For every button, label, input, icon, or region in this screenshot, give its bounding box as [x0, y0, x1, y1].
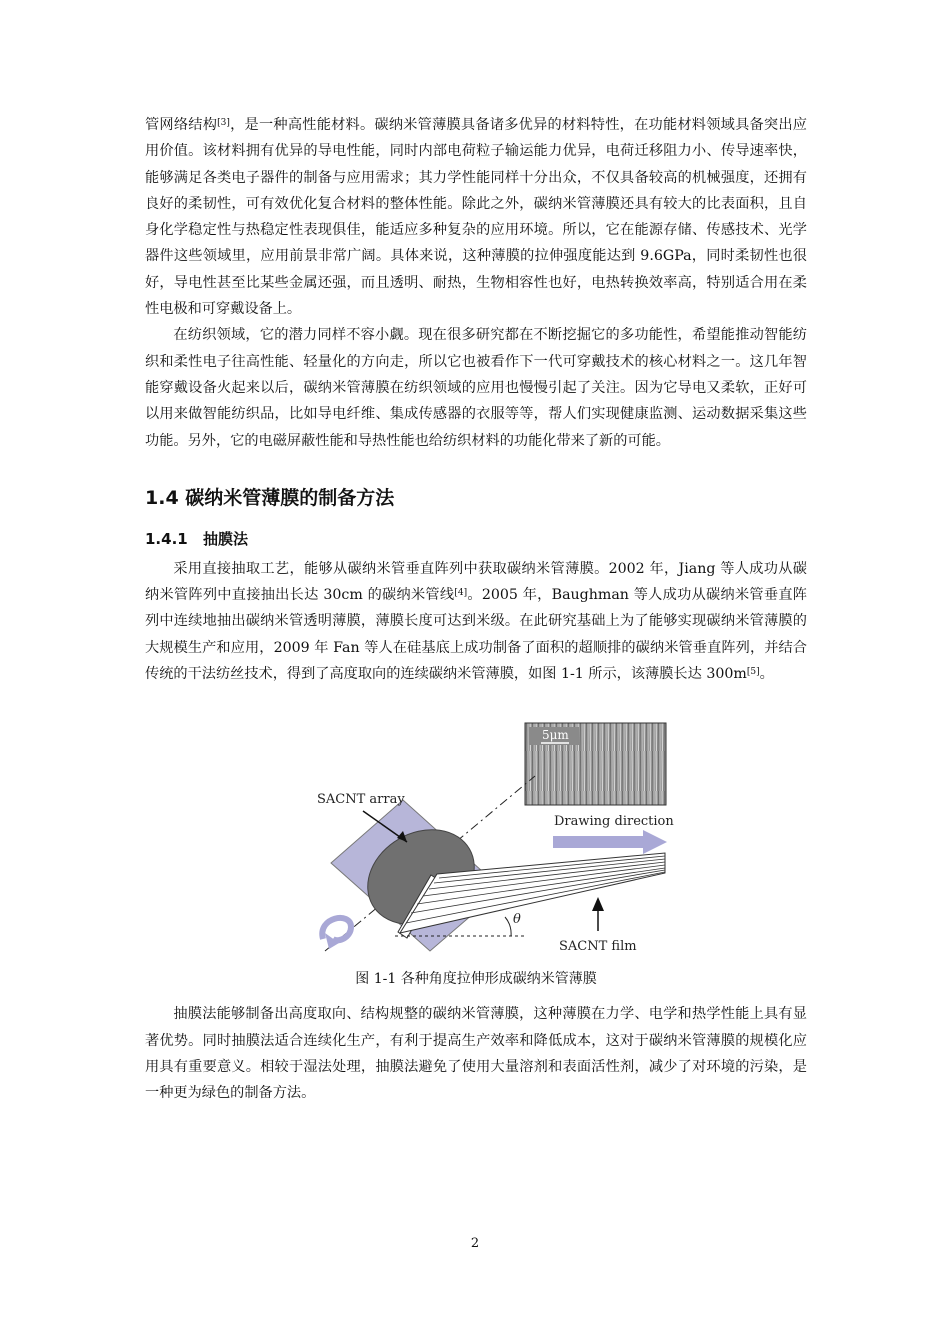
figure-caption: 图 1-1 各种角度拉伸形成碳纳米管薄膜 — [355, 971, 597, 988]
subsection-heading — [145, 522, 807, 556]
scale-bar-label: 5μm — [542, 728, 569, 743]
paragraph-after-figure: 抽膜法能够制备出高度取向、结构规整的碳纳米管薄膜，这种薄膜在力学、电学和热学性能上具有显著优势。同时抽膜法适合连续化生产，有利于提高生产效率和降低成本，这对于碳纳米管薄膜的规模化应用具有重要意义。相较于湿法处理，抽膜法避免了使用大量溶剂和表面活性剂，减少了对环境的污染，是一种更为绿色的制备方法。 — [145, 1006, 807, 1102]
drawing-direction-label: Drawing direction — [554, 814, 674, 830]
paragraph-intro-2: 在纺织领域，它的潜力同样不容小觑。现在很多研究都在不断挖掘它的多功能性，希望能推动智能纺织和柔性电子往高性能、轻量化的方向走，所以它也被看作下一代可穿戴技术的核心材料之一。这几年智能穿戴设备火起来以后，碳纳米管薄膜在纺织领域的应用也慢慢引起了关注。因为它导电又柔软，正好可以用来做智能纺织品，比如导电纤维、集成传感器的衣服等等，帮人们实现健康监测、运动数据采集这些功能。另外，它的电磁屏蔽性能和导热性能也给纺织材料的功能化带来了新的可能。 — [145, 327, 807, 449]
citation-ref: [5] — [746, 667, 760, 678]
figure-1-1 — [145, 711, 807, 957]
page-number: 2 — [470, 1236, 480, 1251]
film-label: SACNT film — [559, 939, 637, 955]
citation-ref: [3] — [217, 118, 230, 128]
citation-ref: [4] — [454, 588, 468, 599]
film-pointer-head — [592, 897, 604, 911]
section-heading: 1.4 碳纳米管薄膜的制备方法 — [145, 486, 395, 509]
figure-diagram — [145, 711, 807, 957]
subsection-title: 抽膜法 — [202, 529, 248, 548]
paragraph-intro-1: 管网络结构[3]，是一种高性能材料。碳纳米管薄膜具备诸多优异的材料特性，在功能材料领域具备突出应用价值。该材料拥有优异的导电性能，同时内部电荷粒子输运能力优异，电荷迁移阻力小、传导速率快，能够满足各类电子器件的制备与应用需求；其力学性能同样十分出众，不仅具备较高的机械强度，还拥有良好的柔韧性，可有效优化复合材料的整体性能。除此之外，碳纳米管薄膜还具有较大的比表面积，且自身化学稳定性与热稳定性表现俱佳，能适应多种复杂的应用环境。所以，它在能源存储、传感技术、光学器件这些领域里，应用前景非常广阔。具体来说，这种薄膜的拉伸强度能达到 9.6GPa，同时柔韧性也很好，导电性甚至比某些金属还强，而且透明、耐热，生物相容性也好，电热转换效率高，特别适合用在柔性电极和可穿戴设备上。 — [145, 117, 807, 318]
array-label: SACNT array — [317, 792, 405, 808]
paragraph-method: 采用直接抽取工艺，能够从碳纳米管垂直阵列中获取碳纳米管薄膜。2002 年，Jiang 等人成功从碳纳米管阵列中直接抽出长达 30cm 的碳纳米管线[4]。2005 年，Baughman 等人成功从碳纳米管垂直阵列中连续地抽出碳纳米管透明薄膜，薄膜长度可达到米级。在此研究基础上为了能够实现碳纳米管薄膜的大规模生产和应用，2009 年 Fan 等人在硅基底上成功制备了面积的超顺排的碳纳米管垂直阵列，并结合传统的干法纺丝技术，得到了高度取向的连续碳纳米管薄膜，如图 1-1 所示，该薄膜长达 300m[5]。 — [145, 560, 807, 683]
angle-arc — [505, 917, 511, 936]
theta-label: θ — [513, 912, 521, 928]
subsection-number: 1.4.1 — [145, 529, 188, 548]
page-body — [145, 112, 807, 1107]
drawing-direction-arrow — [553, 830, 667, 854]
